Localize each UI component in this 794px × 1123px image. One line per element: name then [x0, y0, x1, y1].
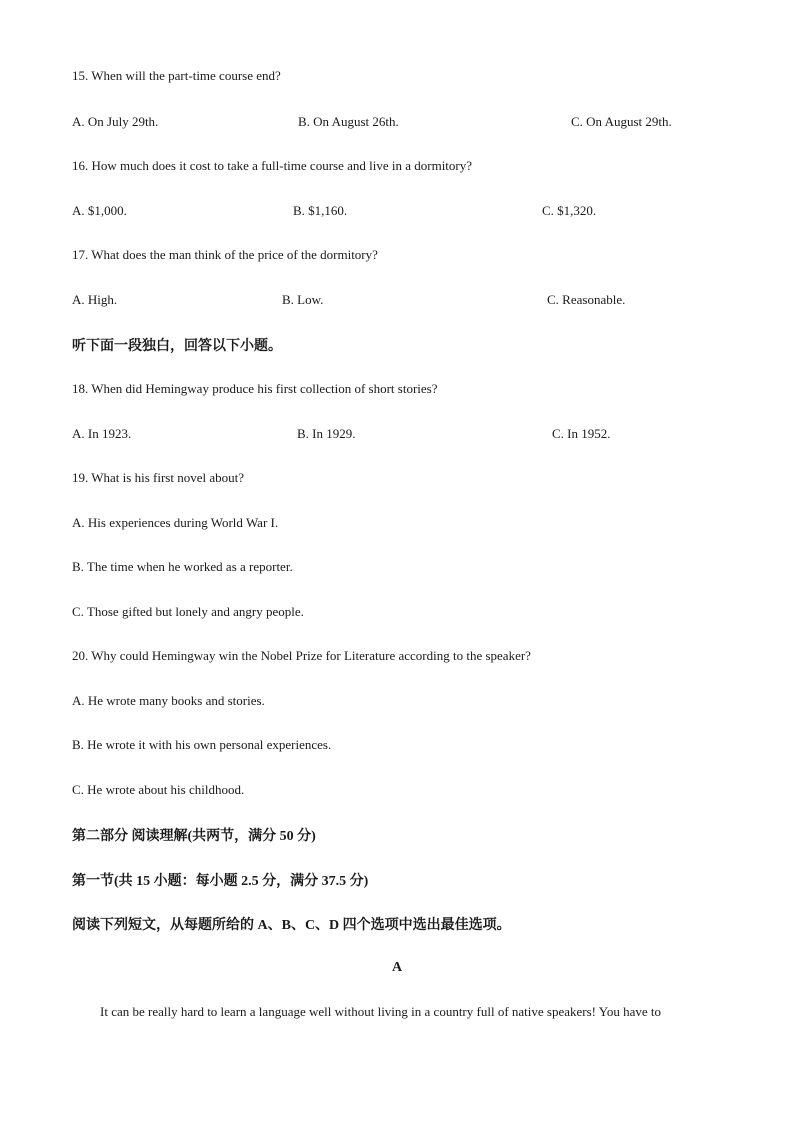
section1-title: 第一节(共 15 小题：每小题 2.5 分，满分 37.5 分) — [72, 874, 369, 889]
question-20: 20. Why could Hemingway win the Nobel Prize for Literature according to the speaker? — [72, 648, 531, 663]
q20-option-c: C. He wrote about his childhood. — [72, 782, 245, 797]
q20-option-a: A. He wrote many books and stories. — [72, 693, 265, 708]
question-18: 18. When did Hemingway produce his first collection of short stories? — [72, 381, 438, 396]
q15-option-c: C. On August 29th. — [571, 114, 672, 129]
q18-option-a: A. In 1923. — [72, 426, 132, 441]
reading-instruction: 阅读下列短文，从每题所给的 A、B、C、D 四个选项中选出最佳选项。 — [72, 918, 511, 933]
q19-option-a: A. His experiences during World War I. — [72, 515, 279, 530]
q16-option-a: A. $1,000. — [72, 203, 127, 218]
passage-first-line: It can be really hard to learn a language well without living in a country full of native speakers! You have to — [100, 1004, 661, 1019]
monologue-instruction: 听下面一段独白，回答以下小题。 — [72, 339, 282, 354]
q19-option-b: B. The time when he worked as a reporter. — [72, 559, 293, 574]
question-19: 19. What is his first novel about? — [72, 470, 244, 485]
passage-label: A — [391, 960, 403, 975]
question-15: 15. When will the part-time course end? — [72, 68, 281, 83]
q17-option-c: C. Reasonable. — [547, 292, 626, 307]
q15-option-b: B. On August 26th. — [298, 114, 399, 129]
question-17: 17. What does the man think of the price of the dormitory? — [72, 247, 378, 262]
q20-option-b: B. He wrote it with his own personal experiences. — [72, 737, 332, 752]
part2-title: 第二部分 阅读理解(共两节，满分 50 分) — [72, 829, 316, 844]
q18-option-b: B. In 1929. — [297, 426, 356, 441]
q15-option-a: A. On July 29th. — [72, 114, 159, 129]
q17-option-b: B. Low. — [282, 292, 324, 307]
q17-option-a: A. High. — [72, 292, 118, 307]
q19-option-c: C. Those gifted but lonely and angry people. — [72, 604, 304, 619]
question-16: 16. How much does it cost to take a full-time course and live in a dormitory? — [72, 158, 473, 173]
q16-option-c: C. $1,320. — [542, 203, 597, 218]
q16-option-b: B. $1,160. — [293, 203, 348, 218]
q18-option-c: C. In 1952. — [552, 426, 611, 441]
